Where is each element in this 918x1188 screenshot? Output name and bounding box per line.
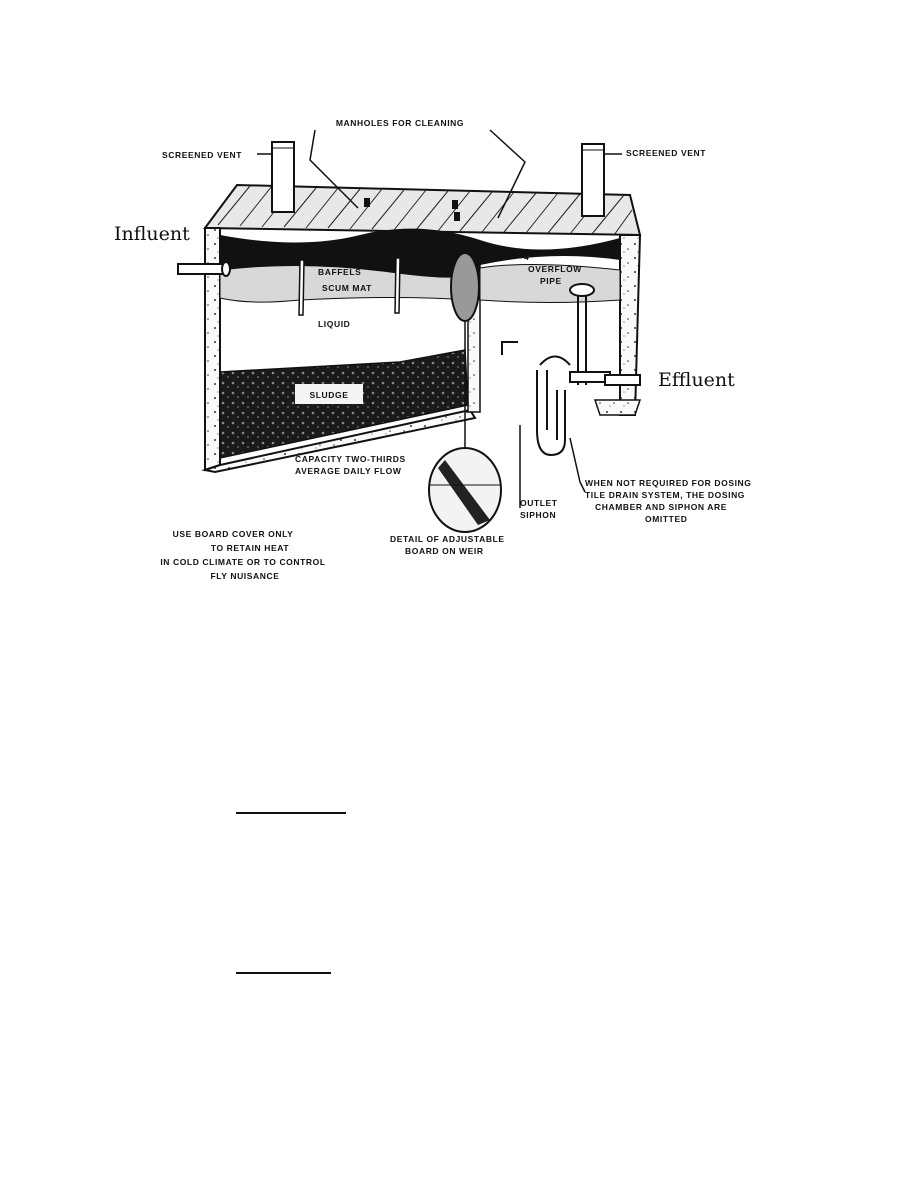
manhole-handle-left <box>364 198 370 207</box>
dosing-chamber <box>502 284 610 455</box>
heading-rule-1 <box>236 812 346 814</box>
weir-label-2: BOARD ON WEIR <box>405 546 484 556</box>
influent-pipe <box>178 262 230 276</box>
cover-label-3: IN COLD CLIMATE OR TO CONTROL <box>160 557 326 567</box>
board-cover <box>205 185 640 235</box>
scum-mat-label: SCUM MAT <box>322 283 372 293</box>
manhole-handle-mid <box>452 200 458 209</box>
outlet-label-1: OUTLET <box>520 498 558 508</box>
capacity-label-1: CAPACITY TWO-THIRDS <box>295 454 406 464</box>
overflow-size-label: 4" <box>524 252 534 262</box>
septic-tank-diagram <box>100 100 780 600</box>
dosing-label-1: WHEN NOT REQUIRED FOR DOSING <box>585 478 752 488</box>
capacity-label-2: AVERAGE DAILY FLOW <box>295 466 402 476</box>
cover-label-2: TO RETAIN HEAT <box>210 543 290 553</box>
weir-label-1: DETAIL OF ADJUSTABLE <box>390 534 505 544</box>
liquid-label: LIQUID <box>318 319 351 329</box>
cover-label-1: USE BOARD COVER ONLY <box>172 529 294 539</box>
effluent-label: Effluent <box>658 369 735 391</box>
sludge-label: SLUDGE <box>309 390 349 400</box>
manholes-label: MANHOLES FOR CLEANING <box>335 118 465 128</box>
dosing-label-2: TILE DRAIN SYSTEM, THE DOSING <box>585 490 746 500</box>
screened-vent-right-label: SCREENED VENT <box>626 148 707 158</box>
effluent-pipe <box>605 375 640 385</box>
diagram-svg <box>100 100 780 600</box>
cover-label-4: FLY NUISANCE <box>210 571 280 581</box>
outlet-label-2: SIPHON <box>520 510 557 520</box>
overflow-label: OVERFLOW <box>528 264 582 274</box>
heading-rule-2 <box>236 972 331 974</box>
baffels-label: BAFFELS <box>318 267 362 277</box>
pipe-label: PIPE <box>540 276 562 286</box>
dosing-label-4: OMITTED <box>645 514 688 524</box>
screened-vent-left-label: SCREENED VENT <box>162 150 243 160</box>
influent-label: Influent <box>114 223 190 245</box>
dosing-label-3: CHAMBER AND SIPHON ARE <box>595 502 728 512</box>
